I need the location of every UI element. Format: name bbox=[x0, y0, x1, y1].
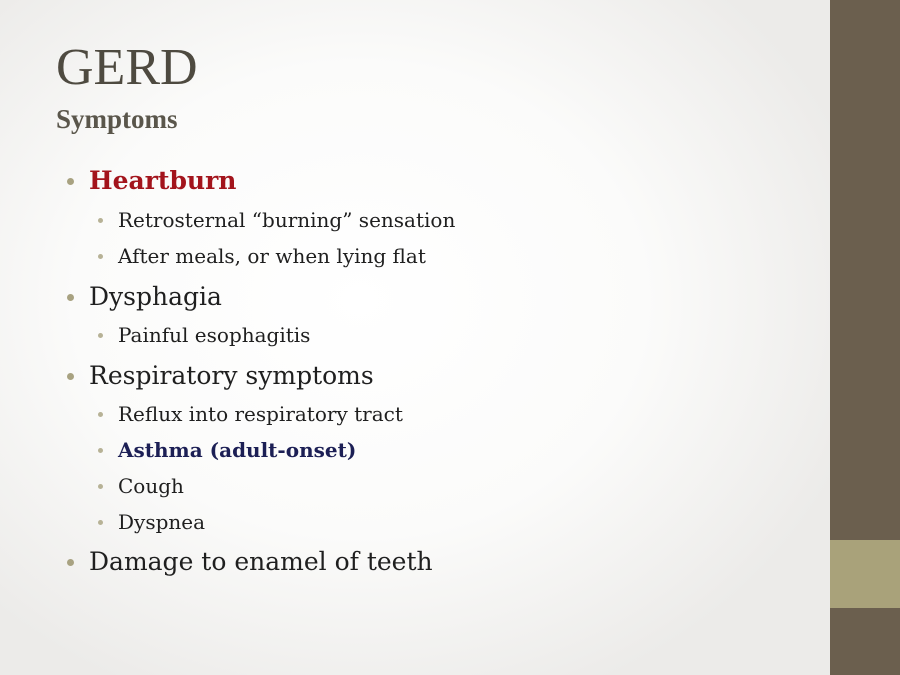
bullet-text: Heartburn bbox=[89, 166, 237, 195]
bullet-dot-icon bbox=[67, 373, 74, 380]
bullet-enamel-damage bbox=[89, 547, 433, 576]
sub-bullet-reflux bbox=[118, 402, 403, 426]
bullet-dot-icon bbox=[98, 484, 103, 489]
bullet-dot-icon bbox=[98, 520, 103, 525]
sub-bullet-text: Retrosternal “burning” sensation bbox=[118, 208, 456, 232]
bullet-dot-icon bbox=[67, 294, 74, 301]
sub-bullet-after-meals bbox=[118, 244, 426, 268]
side-bar-accent bbox=[830, 540, 900, 608]
slide-title: GERD bbox=[56, 39, 198, 96]
bullet-dot-icon bbox=[98, 218, 103, 223]
sub-bullet-text: Dyspnea bbox=[118, 510, 206, 534]
sub-bullet-cough bbox=[118, 474, 184, 498]
bullet-dot-icon bbox=[67, 178, 74, 185]
sub-bullet-text: Reflux into respiratory tract bbox=[118, 402, 403, 426]
sub-bullet-retrosternal bbox=[118, 208, 455, 232]
sub-bullet-text: Asthma (adult-onset) bbox=[118, 438, 357, 462]
bullet-dot-icon bbox=[98, 448, 103, 453]
sub-bullet-text: After meals, or when lying flat bbox=[118, 244, 426, 268]
bullet-text: Respiratory symptoms bbox=[89, 361, 374, 390]
bullet-respiratory-symptoms bbox=[89, 361, 374, 390]
bullet-dot-icon bbox=[98, 254, 103, 259]
slide-subtitle: Symptoms bbox=[56, 104, 178, 134]
bullet-dot-icon bbox=[98, 333, 103, 338]
sub-bullet-painful-esophagitis bbox=[118, 323, 310, 347]
bullet-text: Dysphagia bbox=[89, 282, 222, 311]
sub-bullet-asthma bbox=[118, 438, 356, 462]
sub-bullet-text: Painful esophagitis bbox=[118, 323, 311, 347]
bullet-dysphagia bbox=[89, 282, 222, 311]
sub-bullet-dyspnea bbox=[118, 510, 205, 534]
bullet-heartburn bbox=[89, 166, 236, 195]
bullet-dot-icon bbox=[67, 559, 74, 566]
sub-bullet-text: Cough bbox=[118, 474, 184, 498]
bullet-dot-icon bbox=[98, 412, 103, 417]
bullet-text: Damage to enamel of teeth bbox=[89, 547, 433, 576]
